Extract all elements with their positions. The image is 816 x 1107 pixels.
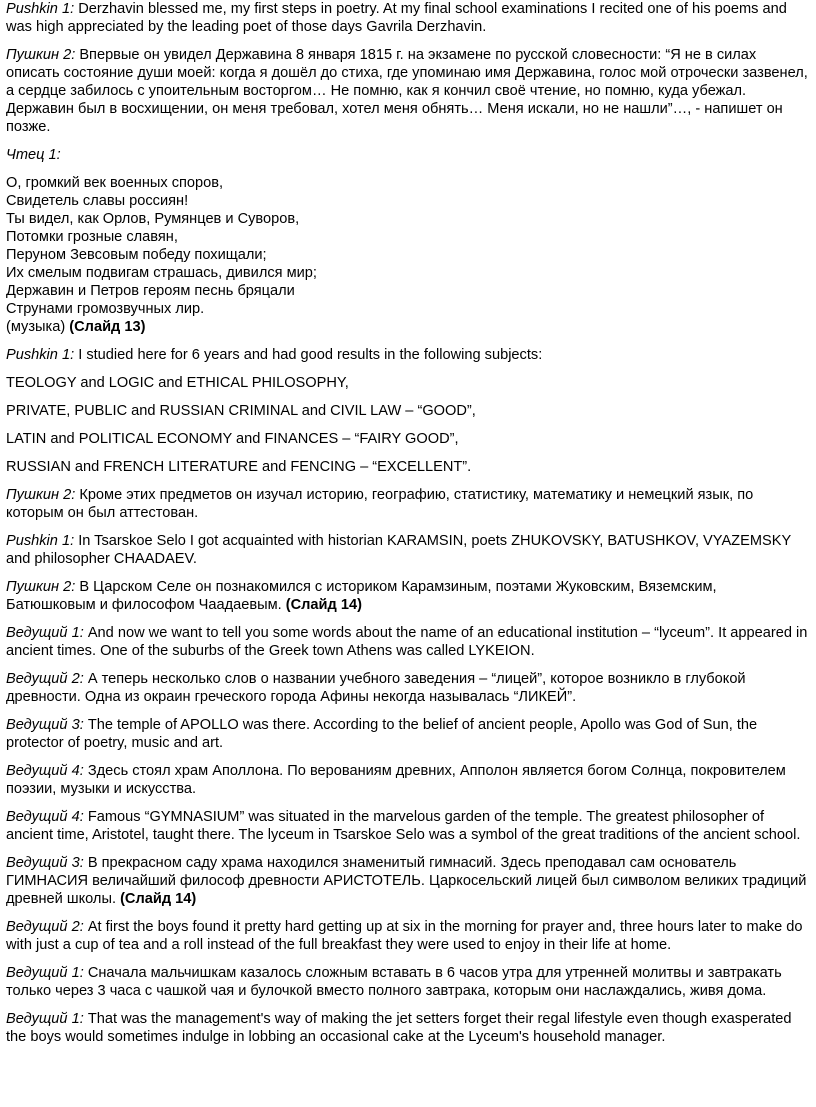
paragraph-text: А теперь несколько слов о названии учебного заведения – “лицей”, которое возникло в глубокой древности. Одна из окраин греческого города Афины некогда называлась “ЛИКЕЙ”.	[6, 671, 746, 705]
paragraph-text: The temple of APOLLO was there. According to the belief of ancient people, Apollo was God of Sun, the protector of poetry, music and art.	[6, 717, 758, 751]
speaker-label: Чтец 1:	[6, 147, 61, 163]
dialogue-paragraph	[6, 430, 810, 448]
paragraph-text: В Царском Селе он познакомился с историком Карамзиным, поэтами Жуковским, Вяземским, Батюшковым и философом Чаадаевым.	[6, 579, 717, 613]
dialogue-paragraph	[6, 0, 810, 36]
poem-line: Ты видел, как Орлов, Румянцев и Суворов,	[6, 211, 300, 227]
paragraph-text: That was the management's way of making the jet setters forget their regal lifestyle even though exasperated the boys would sometimes indulge in lobbing an occasional cake at the Lyceum's household manager.	[6, 1011, 792, 1045]
poem-line: Их смелым подвигам страшась, дивился мир;	[6, 265, 317, 281]
music-note: (музыка)	[6, 319, 66, 335]
paragraph-text: TEOLOGY and LOGIC and ETHICAL PHILOSOPHY,	[6, 375, 349, 391]
speaker-label: Ведущий 1:	[6, 1011, 84, 1027]
paragraph-text: Впервые он увидел Державина 8 января 1815 г. на экзамене по русской словесности: “Я не в силах описать состояние души моей: когда я дошёл до стиха, где упоминаю имя Державина, голос мой отрочески зазвенел, а сердце забилось с упоительным восторгом… Не помню, как я кончил своё чтение, но помню, куда убежал. Державин был в восхищении, он меня требовал, хотел меня обнять… Меня искали, но не нашли”…, - напишет он позже.	[6, 47, 808, 135]
paragraph-text: Famous “GYMNASIUM” was situated in the marvelous garden of the temple. The greatest philosopher of ancient time, Aristotel, taught there. The lyceum in Tsarskoe Selo was a symbol of the great traditions of the ancient school.	[6, 809, 801, 843]
dialogue-paragraph	[6, 458, 810, 476]
dialogue-paragraph	[6, 1010, 810, 1046]
dialogue-block-2	[6, 346, 810, 1046]
dialogue-paragraph	[6, 46, 810, 136]
poem-line: Струнами громозвучных лир.	[6, 301, 205, 317]
speaker-label: Pushkin 1:	[6, 347, 75, 363]
paragraph-text: PRIVATE, PUBLIC and RUSSIAN CRIMINAL and CIVIL LAW – “GOOD”,	[6, 403, 476, 419]
dialogue-paragraph	[6, 532, 810, 568]
paragraph-text: I studied here for 6 years and had good results in the following subjects:	[78, 347, 543, 363]
paragraph-text: In Tsarskoe Selo I got acquainted with historian KARAMSIN, poets ZHUKOVSKY, BATUSHKOV, VYAZEMSKY and philosopher CHAADAEV.	[6, 533, 791, 567]
speaker-label: Ведущий 2:	[6, 919, 84, 935]
dialogue-paragraph	[6, 762, 810, 798]
speaker-label: Ведущий 1:	[6, 625, 84, 641]
paragraph-text: Здесь стоял храм Аполлона. По верованиям древних, Апполон является богом Солнца, покровителем поэзии, музыки и искусства.	[6, 763, 786, 797]
dialogue-paragraph	[6, 578, 810, 614]
dialogue-block-1	[6, 0, 810, 164]
paragraph-text: And now we want to tell you some words about the name of an educational institution – “lyceum”. It appeared in ancient times. One of the suburbs of the Greek town Athens was called LYKEION.	[6, 625, 808, 659]
speaker-label: Пушкин 2:	[6, 47, 76, 63]
poem-line: Свидетель славы россиян!	[6, 193, 189, 209]
dialogue-paragraph	[6, 146, 810, 164]
slide-marker: (Слайд 14)	[285, 597, 362, 613]
speaker-label: Pushkin 1:	[6, 1, 75, 17]
dialogue-paragraph	[6, 346, 810, 364]
dialogue-paragraph	[6, 670, 810, 706]
poem-stage-direction	[6, 318, 810, 336]
paragraph-text: At first the boys found it pretty hard getting up at six in the morning for prayer and, three hours later to make do with just a cup of tea and a roll instead of the full breakfast they were used to enjoy in their life at home.	[6, 919, 803, 953]
speaker-label: Ведущий 3:	[6, 855, 84, 871]
speaker-label: Ведущий 4:	[6, 763, 84, 779]
paragraph-text: Derzhavin blessed me, my first steps in poetry. At my final school examinations I recited one of his poems and was high appreciated by the leading poet of those days Gavrila Derzhavin.	[6, 1, 787, 35]
poem-line: Перуном Зевсовым победу похищали;	[6, 247, 267, 263]
poem-line: О, громкий век военных споров,	[6, 175, 224, 191]
speaker-label: Ведущий 3:	[6, 717, 84, 733]
poem	[6, 174, 810, 336]
paragraph-text: Сначала мальчишкам казалось сложным вставать в 6 часов утра для утренней молитвы и завтракать только через 3 часа с чашкой чая и булочкой вместо полного завтрака, которым они наслаждались, живя дома.	[6, 965, 782, 999]
dialogue-paragraph	[6, 374, 810, 392]
speaker-label: Ведущий 2:	[6, 671, 84, 687]
dialogue-paragraph	[6, 808, 810, 844]
dialogue-paragraph	[6, 624, 810, 660]
paragraph-text: LATIN and POLITICAL ECONOMY and FINANCES – “FAIRY GOOD”,	[6, 431, 459, 447]
speaker-label: Пушкин 2:	[6, 487, 76, 503]
speaker-label: Пушкин 2:	[6, 579, 76, 595]
speaker-label: Pushkin 1:	[6, 533, 75, 549]
poem-line: Потомки грозные славян,	[6, 229, 178, 245]
slide-marker: (Слайд 13)	[69, 319, 146, 335]
dialogue-paragraph	[6, 486, 810, 522]
speaker-label: Ведущий 1:	[6, 965, 84, 981]
slide-marker: (Слайд 14)	[120, 891, 197, 907]
dialogue-paragraph	[6, 716, 810, 752]
paragraph-text: Кроме этих предметов он изучал историю, географию, статистику, математику и немецкий язык, по которым он был аттестован.	[6, 487, 754, 521]
dialogue-paragraph	[6, 854, 810, 908]
dialogue-paragraph	[6, 964, 810, 1000]
dialogue-paragraph	[6, 918, 810, 954]
paragraph-text: В прекрасном саду храма находился знаменитый гимнасий. Здесь преподавал сам основатель ГИМНАСИЯ величайший философ древности АРИСТОТЕЛЬ. Царкосельский лицей был символом великих традиций древней школы.	[6, 855, 807, 907]
speaker-label: Ведущий 4:	[6, 809, 84, 825]
paragraph-text: RUSSIAN and FRENCH LITERATURE and FENCING – “EXCELLENT”.	[6, 459, 472, 475]
poem-line: Державин и Петров героям песнь бряцали	[6, 283, 295, 299]
dialogue-paragraph	[6, 402, 810, 420]
